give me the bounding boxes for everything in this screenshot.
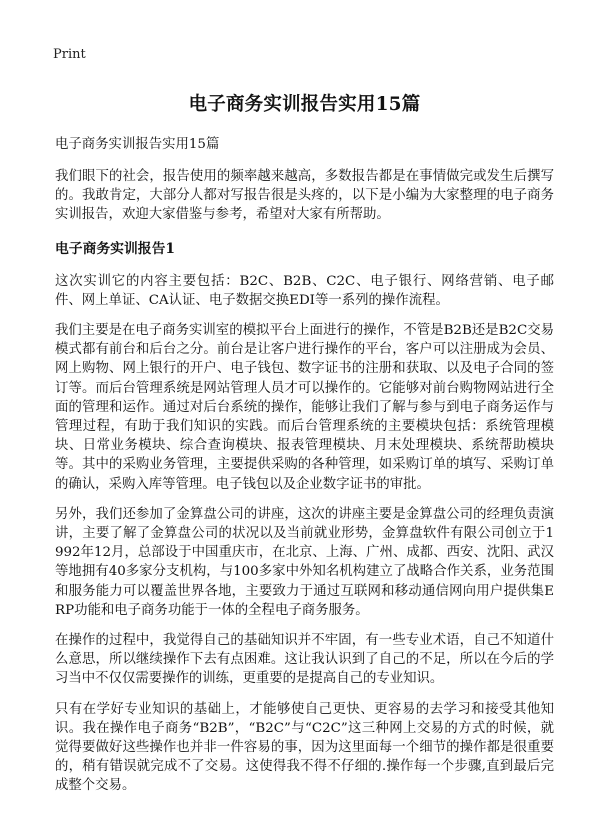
body-paragraph-5: 只有在学好专业知识的基础上，才能够使自己更快、更容易的去学习和接受其他知识。我在操作电子商务“B2B”，“B2C”与“C2C”这三种网上交易的方式的时候，就觉得要做好这些操作也并非一件容易的事，因为这里面每一个细节的操作都是很重要的，稍有错误就完成不了交易。这使得我不得不仔细的.操作每一个步骤,直到最后完成整个交易。 — [55, 701, 554, 794]
body-paragraph-3: 另外，我们还参加了金算盘公司的讲座，这次的讲座主要是金算盘公司的经理负责演讲，主要了解了金算盘公司的状况以及当前就业形势，金算盘软件有限公司创立于1992年12月，总部设于中国重庆市，在北京、上海、广州、成都、西安、沈阳、武汉等地拥有40多家分支机构，与100多家中外知名机构建立了战略合作关系，业务范围和服务能力可以覆盖世界各地，主要致力于通过互联网和移动通信网向用户提供集ERP功能和电子商务功能于一体的全程电子商务服务。 — [55, 506, 554, 618]
page-title: 电子商务实训报告实用15篇 — [188, 94, 421, 115]
body-paragraph-4: 在操作的过程中，我觉得自己的基础知识并不牢固，有一些专业术语，自己不知道什么意思，所以继续操作下去有点困难。这让我认识到了自己的不足，所以在今后的学习当中不仅仅需要操作的训练，更重要的是提高自己的专业知识。 — [55, 633, 554, 687]
body-paragraph-1: 这次实训它的内容主要包括：B2C、B2B、C2C、电子银行、网络营销、电子邮件、网上单证、CA认证、电子数据交换EDI等一系列的操作流程。 — [55, 273, 554, 308]
intro-paragraph: 我们眼下的社会，报告使用的频率越来越高，多数报告都是在事情做完或发生后撰写的。我敢肯定，大部分人都对写报告很是头疼的，以下是小编为大家整理的电子商务实训报告，欢迎大家借鉴与参考，希望对大家有所帮助。 — [55, 169, 554, 223]
document-subtitle: 电子商务实训报告实用15篇 — [55, 137, 220, 152]
section-heading: 电子商务实训报告1 — [55, 240, 175, 257]
body-paragraph-2: 我们主要是在电子商务实训室的模拟平台上面进行的操作，不管是B2B还是B2C交易模式都有前台和后台之分。前台是让客户进行操作的平台，客户可以注册成为会员、网上购物、网上银行的开户、电子钱包、数字证书的注册和获取、以及电子合同的签订等。而后台管理系统是网站管理人员才可以操作的。它能够对前台购物网站进行全面的管理和运作。通过对后台系统的操作，能够让我们了解与参与到电子商务运作与管理过程，有助于我们知识的实践。而后台管理系统的主要模块包括：系统管理模块、日常业务模块、综合查询模块、报表管理模块、月末处理模块、系统帮助模块等。其中的采购业务管理，主要提供采购的各种管理，如采购订单的填写、采购订单的确认，采购入库等管理。电子钱包以及企业数字证书的审批。 — [55, 323, 554, 492]
print-link[interactable]: Print — [53, 47, 86, 62]
